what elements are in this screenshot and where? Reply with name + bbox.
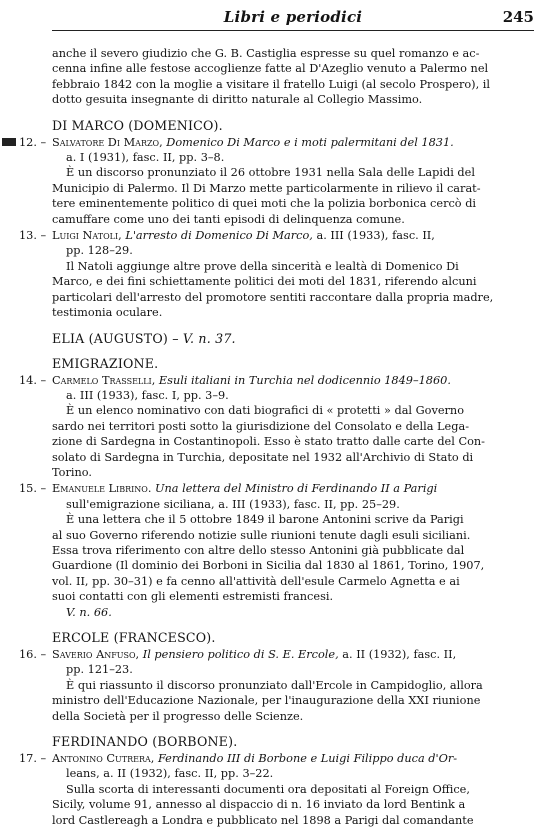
section-heading xyxy=(52,734,540,749)
entry-author: Salvatore Di Marzo, xyxy=(52,135,163,149)
text-line: cenna infine alle festose accoglienze fatte al D'Azeglio venuto a Palermo nel xyxy=(52,62,489,76)
bibliography-entry xyxy=(19,647,540,724)
entry-citation xyxy=(52,751,540,766)
entry-citation-line: pp. 121–23. xyxy=(66,663,133,677)
entry-citation-line: leans, a. II (1932), fasc. II, pp. 3–22. xyxy=(66,767,274,781)
entry-title: Il pensiero politico di S. E. Ercole, xyxy=(142,648,339,661)
abstract-line: È qui riassunto il discorso pronunziato dall'Ercole in Campidoglio, allora xyxy=(66,678,483,692)
section-heading-text: ELIA (AUGUSTO) xyxy=(52,330,168,346)
abstract-line: camuffare come uno dei tanti episodi di delinquenza comune. xyxy=(52,212,405,226)
bibliography-entry xyxy=(19,481,540,620)
abstract-line: particolari dell'arresto del promotore sentiti raccontare dalla propria madre, xyxy=(52,290,494,304)
abstract-line: Sicily, volume 91, annesso al dispaccio di n. 16 inviato da lord Bentink a xyxy=(52,798,466,812)
page-header xyxy=(52,6,534,31)
entry-citation xyxy=(52,647,540,662)
abstract-line: lord Castlereagh a Londra e pubblicato nel 1898 a Parigi dal comandante xyxy=(52,813,474,827)
entry-number: 15. – xyxy=(19,482,47,496)
bibliography-entry xyxy=(19,135,540,227)
entry-author: Carmelo Trasselli, xyxy=(52,373,156,387)
abstract-line: testimonia oculare. xyxy=(52,306,163,320)
abstract-line: al suo Governo riferendo notizie sulle riunioni tenute dagli esuli siciliani. xyxy=(52,528,471,542)
section-heading xyxy=(52,630,540,645)
abstract-line: Essa trova riferimento con altre dello stesso Antonini già pubblicate dal xyxy=(52,543,465,557)
section-heading-text: DI MARCO (DOMENICO). xyxy=(52,117,223,133)
text-line: dotto gesuita insegnante di diritto naturale al Collegio Massimo. xyxy=(52,93,423,107)
margin-mark xyxy=(2,138,16,146)
entry-number: 14. – xyxy=(19,373,47,387)
entry-title: L'arresto di Domenico Di Marco, xyxy=(125,229,313,243)
entry-number: 12. – xyxy=(19,135,47,149)
entry-number: 17. – xyxy=(19,752,47,766)
section-heading-text: FERDINANDO (BORBONE). xyxy=(52,734,238,750)
abstract-line: tere eminentemente politico di quei moti che la polizia borbonica cercò di xyxy=(52,197,477,211)
entry-title: Esuli italiani in Turchia nel dodicennio 1849–1860. xyxy=(158,373,451,387)
entry-author: Emanuele Librino. xyxy=(52,482,152,496)
entry-citation xyxy=(52,481,540,496)
abstract-line: Municipio di Palermo. Il Di Marzo mette particolarmente in rilievo il carat- xyxy=(52,181,481,195)
abstract-line: È un discorso pronunziato il 26 ottobre 1931 nella Sala delle Lapidi del xyxy=(66,166,475,180)
abstract-line: È un elenco nominativo con dati biografici di « protetti » dal Governo xyxy=(66,404,465,418)
bibliography-entry xyxy=(19,228,540,320)
entry-citation-line: a. I (1931), fasc. II, pp. 3–8. xyxy=(66,151,225,165)
cross-reference-line xyxy=(52,605,540,620)
entry-title: Ferdinando III di Borbone e Luigi Filippo duca d'Or- xyxy=(157,752,458,766)
abstract-line: Guardione (Il dominio dei Borboni in Sicilia dal 1830 al 1861, Torino, 1907, xyxy=(52,559,485,573)
abstract-line: della Società per il progresso delle Scienze. xyxy=(52,709,304,723)
section-cross-reference: – V. n. 37. xyxy=(168,330,236,346)
section-heading xyxy=(52,331,540,346)
abstract-line: ministro dell'Educazione Nazionale, per l'inaugurazione della XXI riunione xyxy=(52,694,481,708)
entry-author: Antonino Cutrera, xyxy=(52,752,155,766)
text-line: febbraio 1842 con la moglie a visitare il fratello Luigi (al secolo Prospero), il xyxy=(52,77,490,91)
bibliography-entry xyxy=(19,373,540,481)
entry-citation-line: pp. 128–29. xyxy=(66,244,133,258)
entry-cross-reference: V. n. 66. xyxy=(66,605,112,619)
abstract-line: vol. II, pp. 30–31) e fa cenno all'attività dell'esule Carmelo Agnetta e ai xyxy=(52,574,460,588)
abstract-line: suoi contatti con gli elementi estremisti francesi. xyxy=(52,590,334,604)
page-body xyxy=(19,46,540,828)
section-heading xyxy=(52,356,540,371)
abstract-line: sardo nei territori posti sotto la giurisdizione del Consolato e della Lega- xyxy=(52,419,470,433)
abstract-line: Marco, e dei fini schiettamente politici dei moti del 1831, riferendo alcuni xyxy=(52,275,477,289)
entry-citation-line: a. III (1933), fasc. I, pp. 3–9. xyxy=(66,388,229,402)
entry-citation-line: sull'emigrazione siciliana, a. III (1933), fasc. II, pp. 25–29. xyxy=(66,497,400,511)
bibliography-entry xyxy=(19,751,540,828)
entry-author: Saverio Anfuso, xyxy=(52,648,140,661)
text-line: anche il severo giudizio che G. B. Castiglia espresse su quel romanzo e ac- xyxy=(52,47,480,60)
entry-title: Domenico Di Marco e i moti palermitani del 1831. xyxy=(166,135,454,149)
entry-citation xyxy=(52,228,540,243)
entry-number: 16. – xyxy=(19,648,47,661)
abstract-line: Il Natoli aggiunge altre prove della sincerità e lealtà di Domenico Di xyxy=(66,259,459,273)
entry-citation xyxy=(52,373,540,388)
page-number: 245 xyxy=(502,8,534,26)
section-heading-text: ERCOLE (FRANCESCO). xyxy=(52,630,216,645)
abstract-line: Sulla scorta di interessanti documenti ora depositati al Foreign Office, xyxy=(66,782,470,796)
abstract-line: zione di Sardegna in Costantinopoli. Esso è stato tratto dalle carte del Con- xyxy=(52,435,485,449)
entry-citation-tail: a. III (1933), fasc. II, xyxy=(312,229,435,243)
abstract-line: È una lettera che il 5 ottobre 1849 il barone Antonini scrive da Parigi xyxy=(66,513,464,527)
section-heading xyxy=(52,118,540,133)
entry-number: 13. – xyxy=(19,229,47,243)
intro-paragraph xyxy=(52,46,540,108)
entry-citation xyxy=(52,135,540,150)
section-heading-text: EMIGRAZIONE. xyxy=(52,355,159,371)
entry-title: Una lettera del Ministro di Ferdinando II a Parigi xyxy=(155,482,438,496)
entry-author: Luigi Natoli, xyxy=(52,229,122,243)
abstract-line: Torino. xyxy=(52,465,92,479)
entry-citation-tail: a. II (1932), fasc. II, xyxy=(338,648,457,661)
abstract-line: solato di Sardegna in Turchia, depositate nel 1932 all'Archivio di Stato di xyxy=(52,450,474,464)
running-title: Libri e periodici xyxy=(223,8,363,26)
